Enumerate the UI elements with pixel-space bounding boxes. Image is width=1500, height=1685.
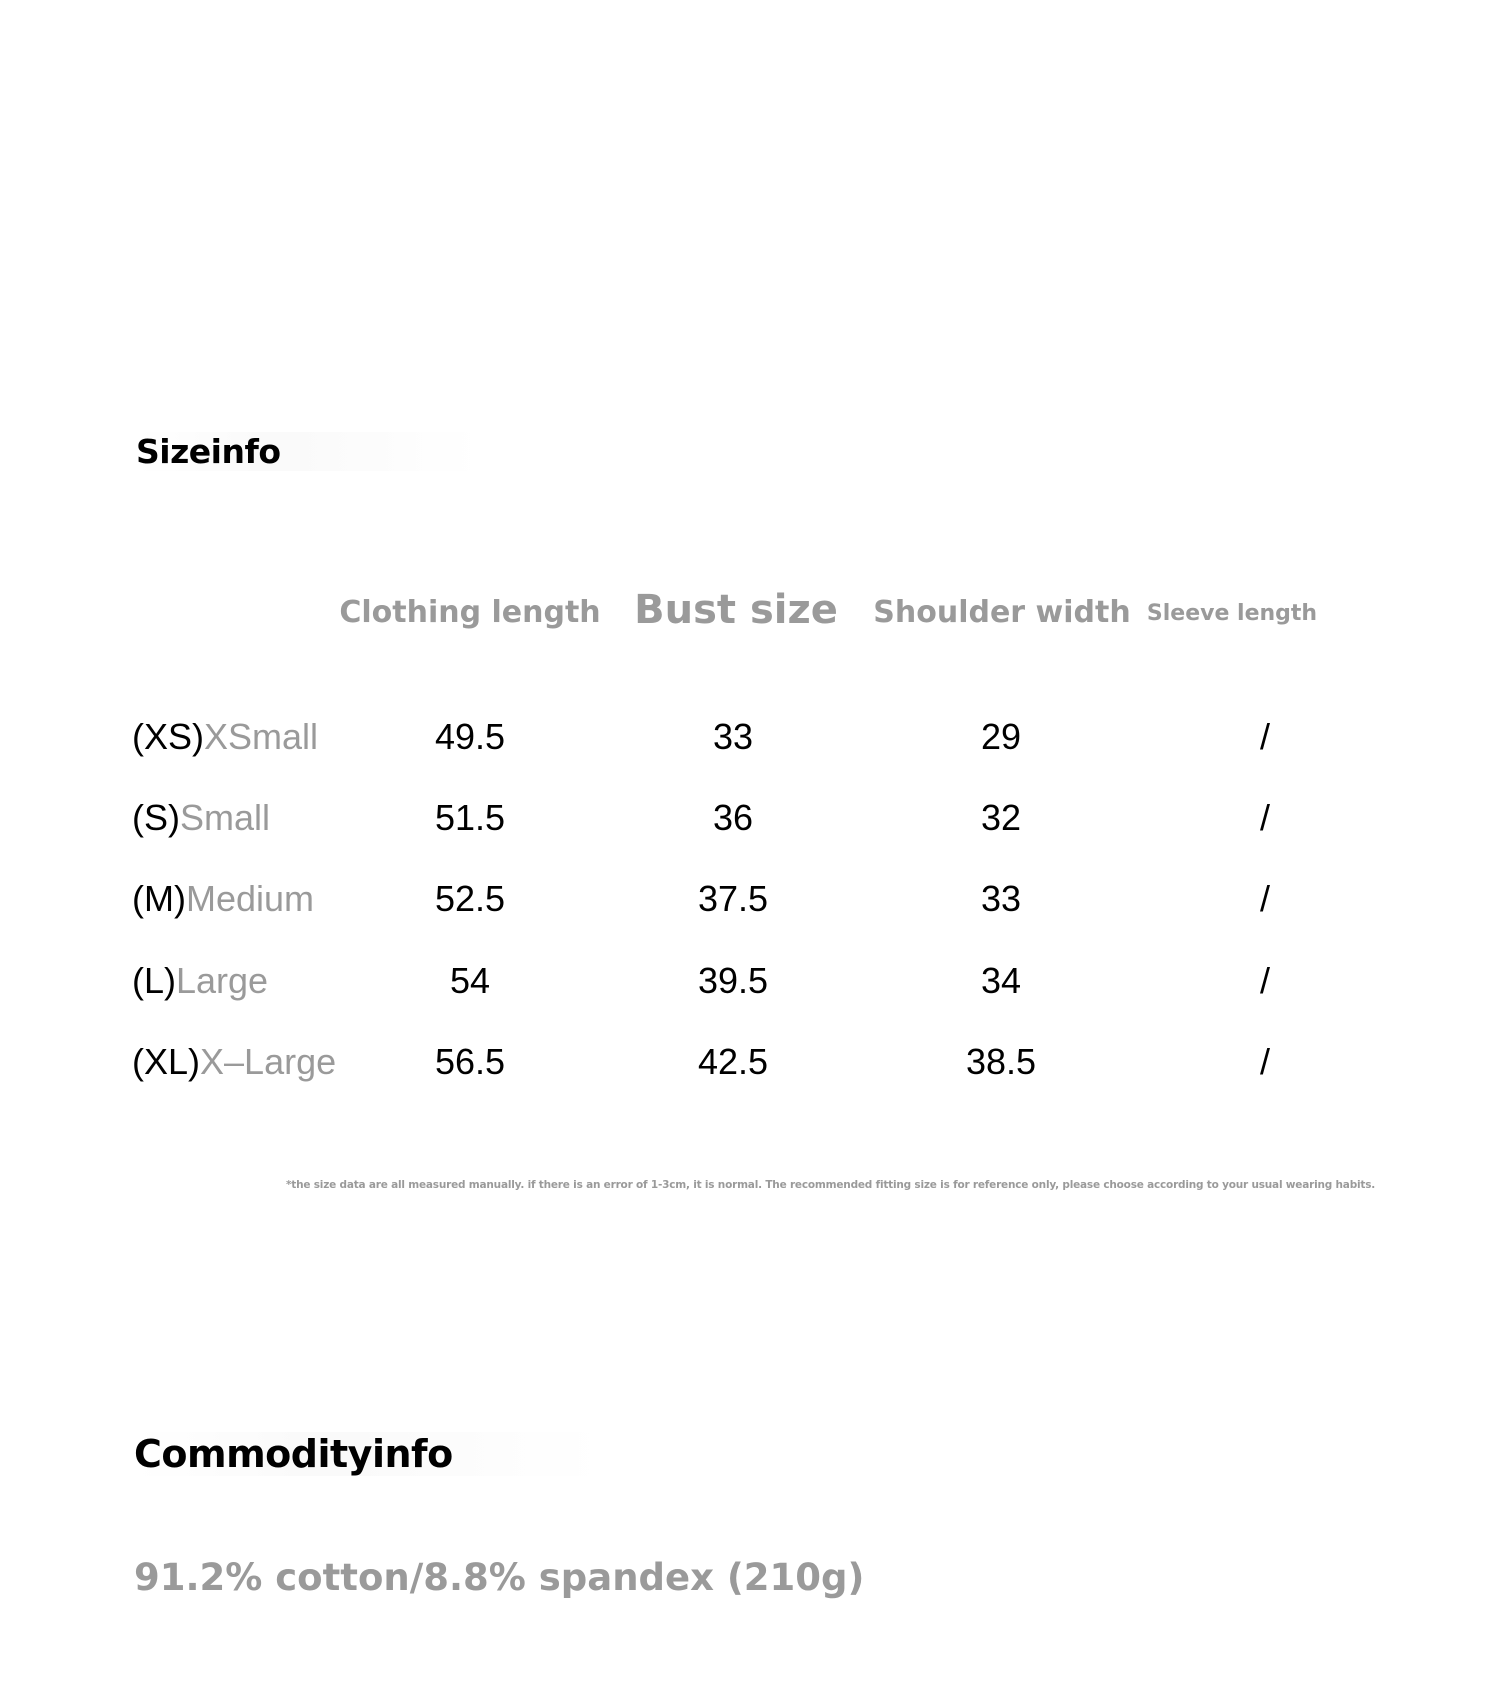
size-name: Small: [180, 797, 271, 838]
size-name: Medium: [185, 878, 315, 919]
header-shoulder-width: Shoulder width: [873, 595, 1131, 630]
shoulder-width-value: 33: [980, 878, 1022, 919]
size-label: [132, 1041, 336, 1083]
size-name: Large: [176, 960, 269, 1001]
size-name: X–Large: [200, 1041, 337, 1082]
size-label: [132, 716, 318, 758]
sleeve-length-value: /: [1259, 878, 1271, 919]
clothing-length-value: 56.5: [434, 1041, 506, 1082]
size-code: (XS): [132, 716, 204, 757]
clothing-length-value: 52.5: [434, 878, 506, 919]
bust-size-value: 42.5: [697, 1041, 769, 1082]
sleeve-length-value: /: [1259, 960, 1271, 1001]
material-composition: 91.2% cotton/8.8% spandex (210g): [134, 1556, 865, 1599]
size-footnote: *the size data are all measured manually. if there is an error of 1-3cm, it is normal. The recommended fitting size is for reference only, please choose according to your usual wearing habits.: [286, 1179, 1376, 1191]
size-code: (S): [132, 797, 180, 838]
shoulder-width-value: 34: [980, 960, 1022, 1001]
size-code: (XL): [132, 1041, 201, 1082]
clothing-length-value: 54: [449, 960, 491, 1001]
sleeve-length-value: /: [1259, 716, 1271, 757]
sleeve-length-value: /: [1259, 797, 1271, 838]
bust-size-value: 33: [712, 716, 754, 757]
size-label: [132, 797, 270, 839]
size-label: [132, 960, 268, 1002]
clothing-length-value: 51.5: [434, 797, 506, 838]
size-code: (M): [132, 878, 186, 919]
shoulder-width-value: 32: [980, 797, 1022, 838]
size-code: (L): [132, 960, 176, 1001]
bust-size-value: 36: [712, 797, 754, 838]
shoulder-width-value: 29: [980, 716, 1022, 757]
clothing-length-value: 49.5: [434, 716, 506, 757]
commodity-info-title: Commodityinfo: [134, 1432, 603, 1476]
size-info-title: Sizeinfo: [136, 432, 481, 471]
bust-size-value: 39.5: [697, 960, 769, 1001]
size-label: [132, 878, 314, 920]
shoulder-width-value: 38.5: [965, 1041, 1037, 1082]
header-sleeve-length: Sleeve length: [1146, 601, 1318, 626]
sleeve-length-value: /: [1259, 1041, 1271, 1082]
bust-size-value: 37.5: [697, 878, 769, 919]
header-bust-size: Bust size: [634, 587, 838, 633]
header-clothing-length: Clothing length: [339, 595, 601, 630]
size-name: XSmall: [204, 716, 319, 757]
